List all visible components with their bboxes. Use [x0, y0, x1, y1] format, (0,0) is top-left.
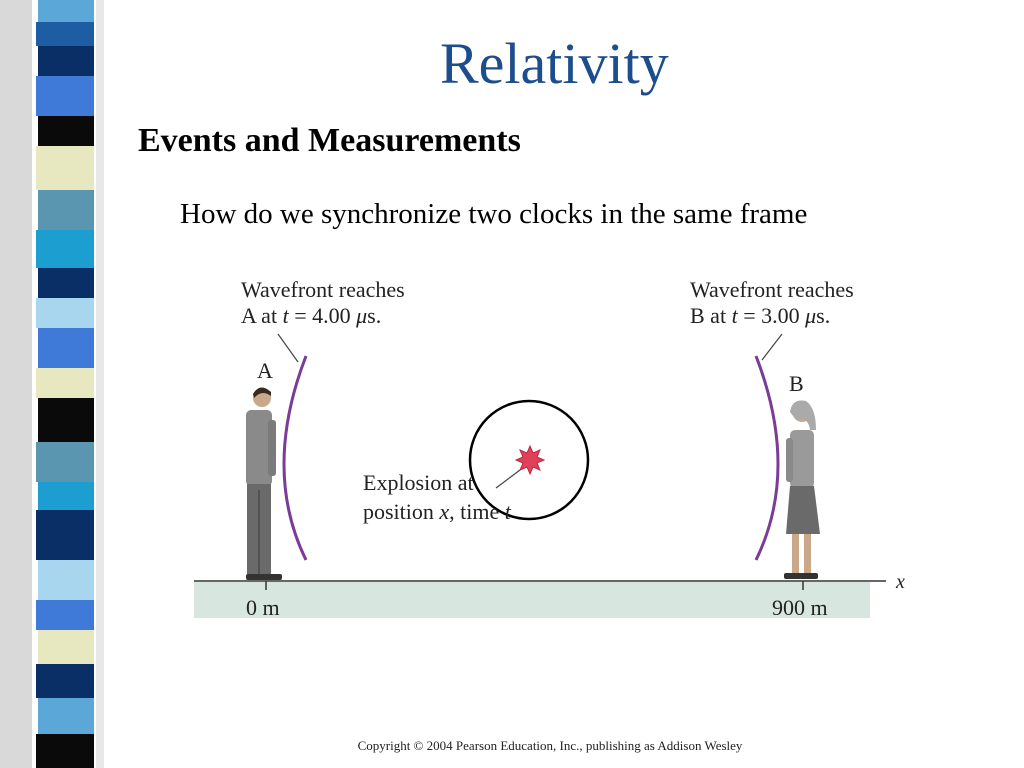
wavefront-arc-b: [756, 356, 778, 560]
slide-title: Relativity: [440, 31, 669, 96]
explosion-star-icon: [516, 446, 544, 474]
person-a-figure: [246, 387, 282, 580]
leader-line-b: [762, 334, 782, 360]
wavefront-label-a: Wavefront reaches A at t = 4.00 μs.: [241, 277, 405, 328]
leader-line-a: [278, 334, 298, 362]
decorative-stripe: [0, 0, 110, 768]
explosion-leader-line: [496, 470, 520, 488]
copyright-footer: Copyright © 2004 Pearson Education, Inc., publishing as Addison Wesley: [357, 738, 743, 753]
relativity-figure: [180, 270, 940, 630]
person-label-b: B: [789, 371, 804, 396]
tick-label-left: 0 m: [246, 595, 280, 620]
explosion-label: Explosion at position x, time t: [363, 470, 511, 524]
wavefront-label-b: Wavefront reaches B at t = 3.00 μs.: [690, 277, 854, 328]
person-b-figure: [784, 400, 820, 579]
wavefront-arc-a: [284, 356, 306, 560]
slide-bullet-text: How do we synchronize two clocks in the same frame: [180, 198, 808, 230]
tick-label-right: 900 m: [772, 595, 828, 620]
ground-strip: [194, 582, 870, 618]
slide-subtitle: Events and Measurements: [138, 122, 521, 159]
person-label-a: A: [257, 358, 273, 383]
x-axis-label: x: [896, 571, 905, 593]
